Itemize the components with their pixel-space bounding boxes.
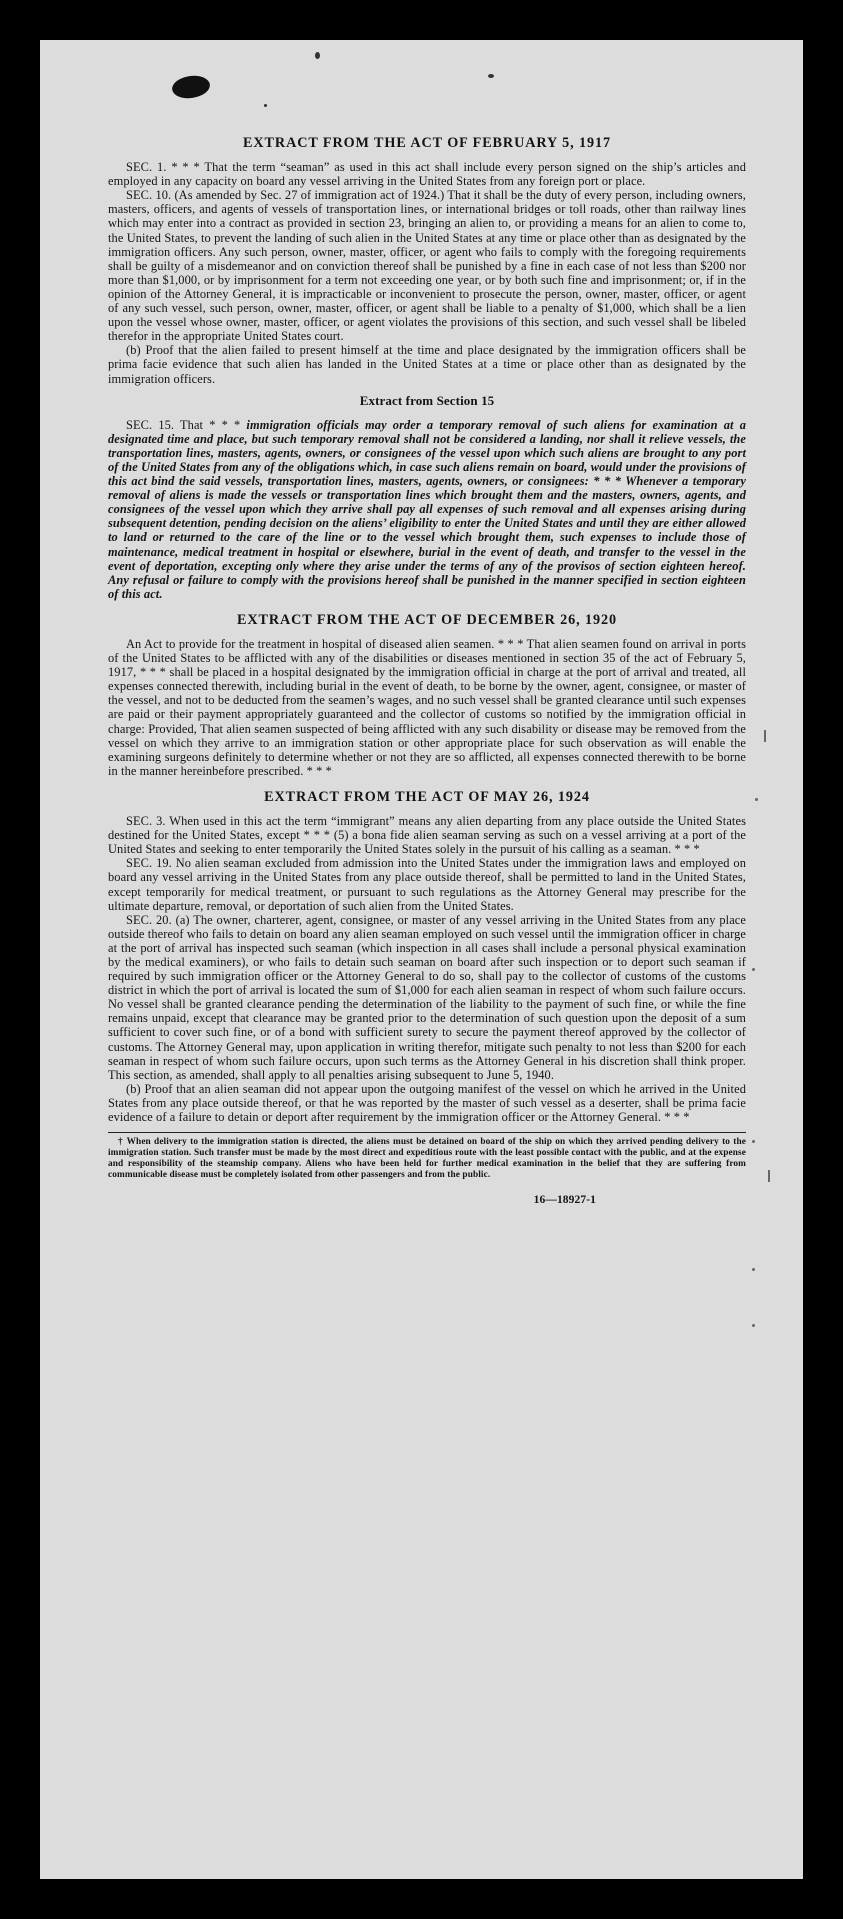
margin-mark — [755, 798, 758, 801]
ink-speck — [315, 52, 320, 59]
paragraph-sec-1: SEC. 1. * * * That the term “seaman” as used in this act shall include every person signed on the ship’s articles and employed in any capacity on board any vessel arriving in the United States from any foreign port or place. — [108, 160, 746, 189]
margin-mark — [752, 1324, 755, 1327]
ink-speck — [488, 74, 494, 78]
ink-speck — [264, 104, 267, 107]
sec-15-lead: SEC. 15. That * * * — [126, 417, 247, 432]
margin-mark — [752, 968, 755, 971]
heading-act-dec-1920: EXTRACT FROM THE ACT OF DECEMBER 26, 1920 — [236, 611, 618, 628]
footnote: † When delivery to the immigration station is directed, the aliens must be detained on board of the ship on which they arrived pending delivery to the immigration station. Such transfer must be made by the most direct and expeditious route with the least possible contact with the public, and at the expense and responsibility of the steamship company. Aliens who have been held for further medical examination in the belief that they are suffering from communicable disease must be completely isolated from other passengers and from the public. — [108, 1132, 746, 1181]
document-page — [40, 40, 803, 1879]
document-body — [108, 136, 746, 1207]
paragraph-sec-3: SEC. 3. When used in this act the term “immigrant” means any alien departing from any place outside the United States destined for the United States, except * * * (5) a bona fide alien seaman serving as such on a vessel arriving at a port of the United States and seeking to enter temporarily the United States solely in the pursuit of his calling as a seaman. * * * — [108, 814, 746, 857]
margin-mark — [764, 730, 766, 742]
heading-act-feb-1917: EXTRACT FROM THE ACT OF FEBRUARY 5, 1917 — [243, 135, 611, 151]
paragraph-sec-10-b: (b) Proof that the alien failed to present himself at the time and place designated by the immigration officers shall be prima facie evidence that such alien has landed in the United States at a time or place other than as designated by the immigration officers. — [108, 343, 746, 386]
paragraph-sec-10: SEC. 10. (As amended by Sec. 27 of immigration act of 1924.) That it shall be the duty of every person, including owners, masters, officers, and agents of vessels of transportation lines, or international bridges or toll roads, other than railway lines which may enter into a contract as provided in section 23, bringing an alien to, or providing a means for an alien to come to, the United States, to prevent the landing of such alien in the United States at any time or place other than as designated by the immigration officers. Any such person, owner, master, officer, or agent who fails to comply with the foregoing requirements shall be guilty of a misdemeanor and on conviction thereof shall be punished by a fine in each case of not less than $200 nor more than $1,000, or by imprisonment for a term not exceeding one year, or by both such fine and imprisonment; or, if in the opinion of the Attorney General, it is impracticable or inconvenient to prosecute the person, owner, master, officer, or agent of any such vessel, such person, owner, master, officer, or agent shall be liable to a penalty of $1,000, which shall be a lien upon the vessel whose owner, master, officer, or agent violates the provisions of this section, and such vessel shall be libeled therefor in the appropriate United States court. — [108, 188, 746, 344]
heading-act-may-1924: EXTRACT FROM THE ACT OF MAY 26, 1924 — [264, 788, 590, 805]
paragraph-act-dec-1920: An Act to provide for the treatment in hospital of diseased alien seamen. * * * That alien seamen found on arrival in ports of the United States to be afflicted with any of the disabilities or diseases mentioned in section 35 of the act of February 5, 1917, * * * shall be placed in a hospital designated by the immigration official in charge at the port of arrival and treated, all expenses connected therewith, including burial in the event of death, to be borne by the owner, agent, consignee, or master of the vessel, and not to be deducted from the seamen’s wages, and no such vessel shall be granted clearance until such expenses are paid or their payment appropriately guaranteed and the collector of customs so notified by the immigration official in charge: Provided, That alien seamen suspected of being afflicted with any such disability or disease may be removed from the vessel on which they arrive to an immigration station or other appropriate place for such observation as will enable the examining surgeons definitely to determine whether or not they are so afflicted, all expenses connected therewith to be borne in the manner hereinbefore prescribed. * * * — [108, 637, 746, 778]
margin-mark — [752, 1268, 755, 1271]
document-code: 16—18927-1 — [533, 1194, 596, 1207]
subheading-section-15: Extract from Section 15 — [359, 392, 495, 408]
paragraph-sec-20-b: (b) Proof that an alien seaman did not appear upon the outgoing manifest of the vessel on which he arrived in the United States from any place outside thereof, or that he was reported by the master of such vessel as a deserter, shall be prima facie evidence of a failure to detain or deport after requirement by the immigration officer or the Attorney General. * * * — [108, 1081, 746, 1124]
margin-mark — [768, 1170, 770, 1182]
ink-blot — [171, 73, 212, 100]
paragraph-sec-15 — [108, 418, 746, 601]
sec-15-italic-text: immigration officials may order a temporary removal of such aliens for examination at a designated time and place, but such temporary removal shall not be considered a landing, nor shall it relieve vessels, the transportation lines, masters, agents, owners, or consignees of the vessel upon which such aliens are brought to any port of the United States from any of the obligations which, in case such aliens remain on board, would under the provisions of this act bind the said vessels, transportation lines, masters, agents, owners, or consignees: * * * Whenever a temporary removal of aliens is made the vessels or transportation lines which brought them and the masters, owners, agents, and consignees of the vessel upon which they arrive shall pay all expenses of such removal and all expenses arising during subsequent detention, pending decision on the aliens’ eligibility to enter the United States and until they are either allowed to land or returned to the care of the line or to the vessel which brought them, such expenses to include those of maintenance, medical treatment in hospital or elsewhere, burial in the event of death, and transfer to the vessel in the event of deportation, excepting only where they arise under the terms of any of the provisos of section eighteen hereof. Any refusal or failure to comply with the provisions hereof shall be punished in the manner specified in section eighteen of this act. — [108, 417, 746, 601]
paragraph-sec-19: SEC. 19. No alien seaman excluded from admission into the United States under the immigration laws and employed on board any vessel arriving in the United States from any place outside thereof, shall be permitted to land in the United States, except temporarily for medical treatment, or pursuant to such regulations as the Attorney General may prescribe for the ultimate departure, removal, or deportation of such alien from the United States. — [108, 856, 746, 913]
margin-mark — [752, 1140, 755, 1143]
paragraph-sec-20-a: SEC. 20. (a) The owner, charterer, agent, consignee, or master of any vessel arriving in the United States from any place outside thereof who fails to detain on board any alien seaman employed on such vessel until the immigration officer in charge at the port of arrival has inspected such seaman (which inspection in all cases shall include a personal physical examination by the medical examiners), or who fails to detain such seaman on board after such inspection or to deport such seaman if required by such immigration officer or the Attorney General to do so, shall pay to the collector of customs of the customs district in which the port of arrival is located the sum of $1,000 for each alien seaman in respect of whom such failure occurs. No vessel shall be granted clearance pending the determination of the liability to the payment of such fine, or while the fine remains unpaid, except that clearance may be granted prior to the determination of such question upon the deposit of a sum sufficient to cover such fine, or of a bond with sufficient surety to secure the payment thereof approved by the collector of customs. The Attorney General may, upon application in writing therefor, mitigate such penalty to not less than $200 for each seaman in respect of whom such failure occurs, upon such terms as the Attorney General in his discretion shall think proper. This section, as amended, shall apply to all penalties arising subsequent to June 5, 1940. — [108, 912, 746, 1082]
